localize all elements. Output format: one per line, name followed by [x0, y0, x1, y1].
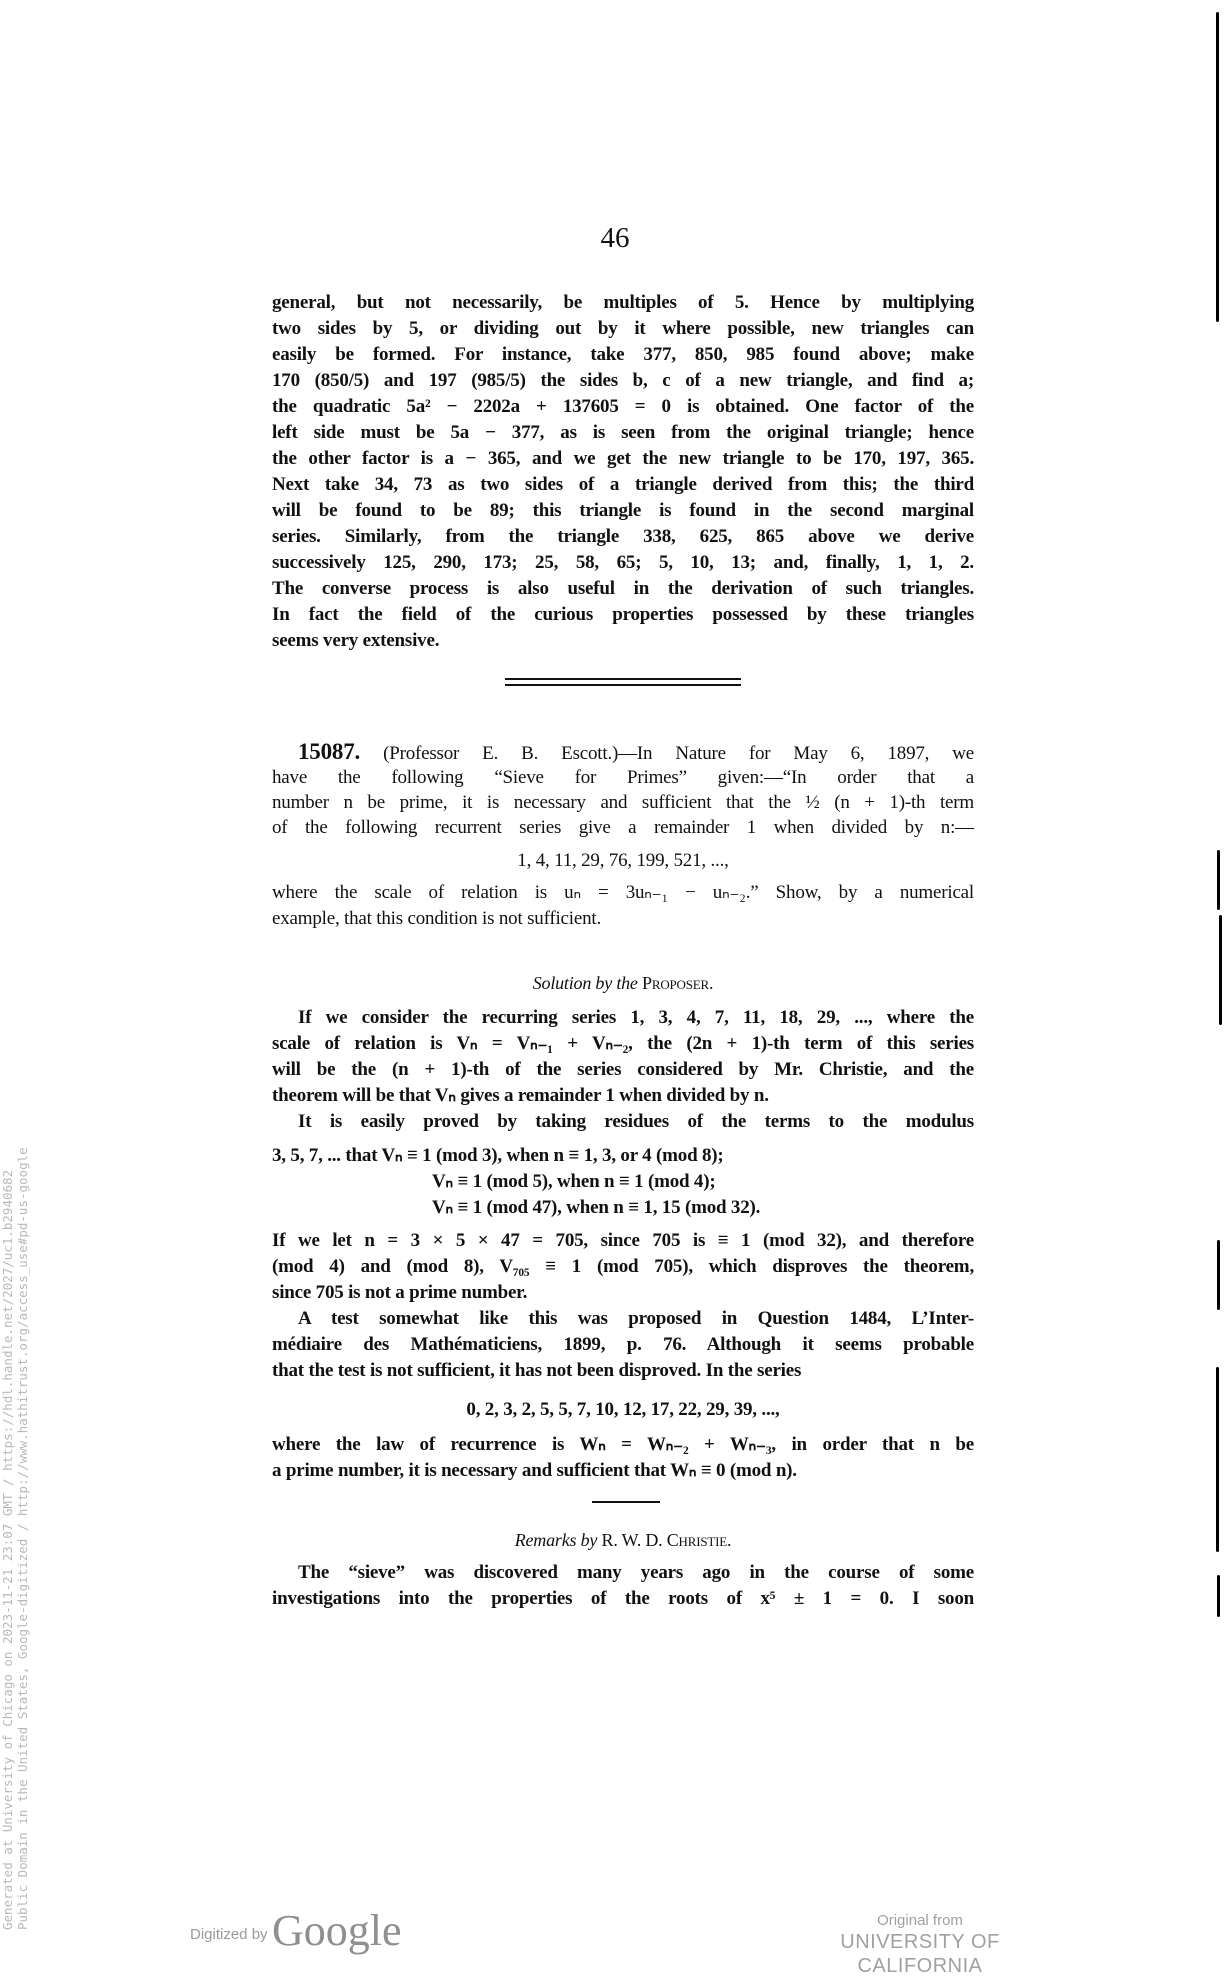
digitized-by-label: Digitized by: [190, 1926, 268, 1943]
text-line: since 705 is not a prime number.: [272, 1282, 528, 1303]
scan-edge-mark: [1216, 1367, 1219, 1552]
original-from: [780, 1912, 1060, 1978]
text-line: médiaire des Mathématiciens, 1899, p. 76. Although it seems probable: [272, 1334, 974, 1355]
hathitrust-watermark: [0, 1147, 30, 1930]
scan-edge-mark: [1216, 12, 1219, 322]
text-line: In fact the field of the curious properties possessed by these triangles: [272, 604, 974, 625]
solution-heading-name: Proposer.: [642, 973, 714, 993]
remarks-heading-name: R. W. D. Christie.: [601, 1530, 732, 1550]
w-series: 0, 2, 3, 2, 5, 5, 7, 10, 12, 17, 22, 29, 39, ...,: [466, 1399, 780, 1420]
remarks-heading-italic: Remarks by: [514, 1530, 598, 1550]
section-divider-double-bottom: [505, 684, 741, 686]
page-number: 46: [600, 222, 630, 254]
text-line: If we consider the recurring series 1, 3, 4, 7, 11, 18, 29, ..., where the: [298, 1007, 974, 1028]
watermark-line-1: Generated at University of Chicago on 2023-11-21 23:07 GMT / https://hdl.handle.net/2027/uc1.b2940682: [0, 1169, 15, 1930]
question-number: 15087.: [298, 739, 361, 764]
remarks-heading: [272, 1527, 974, 1553]
text-line: of the following recurrent series give a remainder 1 when divided by n:—: [272, 817, 974, 838]
text-line: the other factor is a − 365, and we get the new triangle to be 170, 197, 365.: [272, 448, 974, 469]
text-line: A test somewhat like this was proposed in Question 1484, L’Inter-: [298, 1308, 974, 1329]
text-line: will be found to be 89; this triangle is found in the second marginal: [272, 500, 974, 521]
recurrent-series: 1, 4, 11, 29, 76, 199, 521, ...,: [517, 850, 729, 871]
text-line: two sides by 5, or dividing out by it where possible, new triangles can: [272, 318, 974, 339]
question-first-line: [298, 739, 974, 767]
text-line: theorem will be that Vₙ gives a remainder 1 when divided by n.: [272, 1085, 769, 1106]
text-line: have the following “Sieve for Primes” given:—“In order that a: [272, 767, 974, 788]
text-line: (mod 4) and (mod 8), V₇₀₅ ≡ 1 (mod 705), which disproves the theorem,: [272, 1256, 974, 1277]
text-line: general, but not necessarily, be multiples of 5. Hence by multiplying: [272, 292, 974, 313]
text-line: It is easily proved by taking residues of the terms to the modulus: [298, 1111, 974, 1132]
watermark-line-2: Public Domain in the United States, Google-digitized / http://www.hathitrust.org/access_use#pd-us-google: [15, 1147, 30, 1930]
text-line: the quadratic 5a² − 2202a + 137605 = 0 is obtained. One factor of the: [272, 396, 974, 417]
text-line: series. Similarly, from the triangle 338, 625, 865 above we derive: [272, 526, 974, 547]
scan-edge-mark: [1219, 915, 1222, 1025]
original-from-label: Original from: [877, 1912, 963, 1929]
solution-heading-italic: Solution by the: [532, 973, 638, 993]
text-line: Next take 34, 73 as two sides of a triangle derived from this; the third: [272, 474, 974, 495]
scan-edge-mark: [1217, 850, 1220, 910]
google-logo: Google: [272, 1906, 402, 1955]
text-line: scale of relation is Vₙ = Vₙ₋₁ + Vₙ₋₂, the (2n + 1)-th term of this series: [272, 1033, 974, 1054]
text-line: The converse process is also useful in the derivation of such triangles.: [272, 578, 974, 599]
digitized-by-google: [190, 1905, 402, 1956]
section-divider-double-top: [505, 678, 741, 680]
institution-name: UNIVERSITY OF CALIFORNIA: [840, 1931, 1000, 1977]
text-line: number n be prime, it is necessary and sufficient that the ½ (n + 1)-th term: [272, 792, 974, 813]
text-line: investigations into the properties of the roots of x⁵ ± 1 = 0. I soon: [272, 1588, 974, 1609]
text-line: where the scale of relation is uₙ = 3uₙ₋₁ − uₙ₋₂.” Show, by a numerical: [272, 882, 974, 903]
question-attribution: (Professor E. B. Escott.)—In Nature for May 6, 1897, we: [383, 743, 974, 764]
text-line: easily be formed. For instance, take 377, 850, 985 found above; make: [272, 344, 974, 365]
text-line: where the law of recurrence is Wₙ = Wₙ₋₂ + Wₙ₋₃, in order that n be: [272, 1434, 974, 1455]
text-line: successively 125, 290, 173; 25, 58, 65; 5, 10, 13; and, finally, 1, 1, 2.: [272, 552, 974, 573]
text-line: example, that this condition is not sufficient.: [272, 908, 602, 929]
solution-heading: [272, 970, 974, 996]
congruence-line: Vₙ ≡ 1 (mod 5), when n ≡ 1 (mod 4);: [432, 1171, 716, 1192]
text-line: that the test is not sufficient, it has not been disproved. In the series: [272, 1360, 802, 1381]
section-divider-short: [592, 1501, 660, 1503]
congruence-line: Vₙ ≡ 1 (mod 47), when n ≡ 1, 15 (mod 32).: [432, 1197, 761, 1218]
text-line: left side must be 5a − 377, as is seen from the original triangle; hence: [272, 422, 974, 443]
scan-edge-mark: [1217, 1575, 1220, 1617]
text-line: If we let n = 3 × 5 × 47 = 705, since 705 is ≡ 1 (mod 32), and therefore: [272, 1230, 974, 1251]
text-line: seems very extensive.: [272, 630, 440, 651]
text-line: a prime number, it is necessary and sufficient that Wₙ ≡ 0 (mod n).: [272, 1460, 797, 1481]
text-line: 170 (850/5) and 197 (985/5) the sides b, c of a new triangle, and find a;: [272, 370, 974, 391]
congruence-line: 3, 5, 7, ... that Vₙ ≡ 1 (mod 3), when n ≡ 1, 3, or 4 (mod 8);: [272, 1145, 724, 1166]
text-line: will be the (n + 1)-th of the series considered by Mr. Christie, and the: [272, 1059, 974, 1080]
scan-edge-mark: [1217, 1240, 1220, 1310]
text-line: The “sieve” was discovered many years ago in the course of some: [298, 1562, 974, 1583]
